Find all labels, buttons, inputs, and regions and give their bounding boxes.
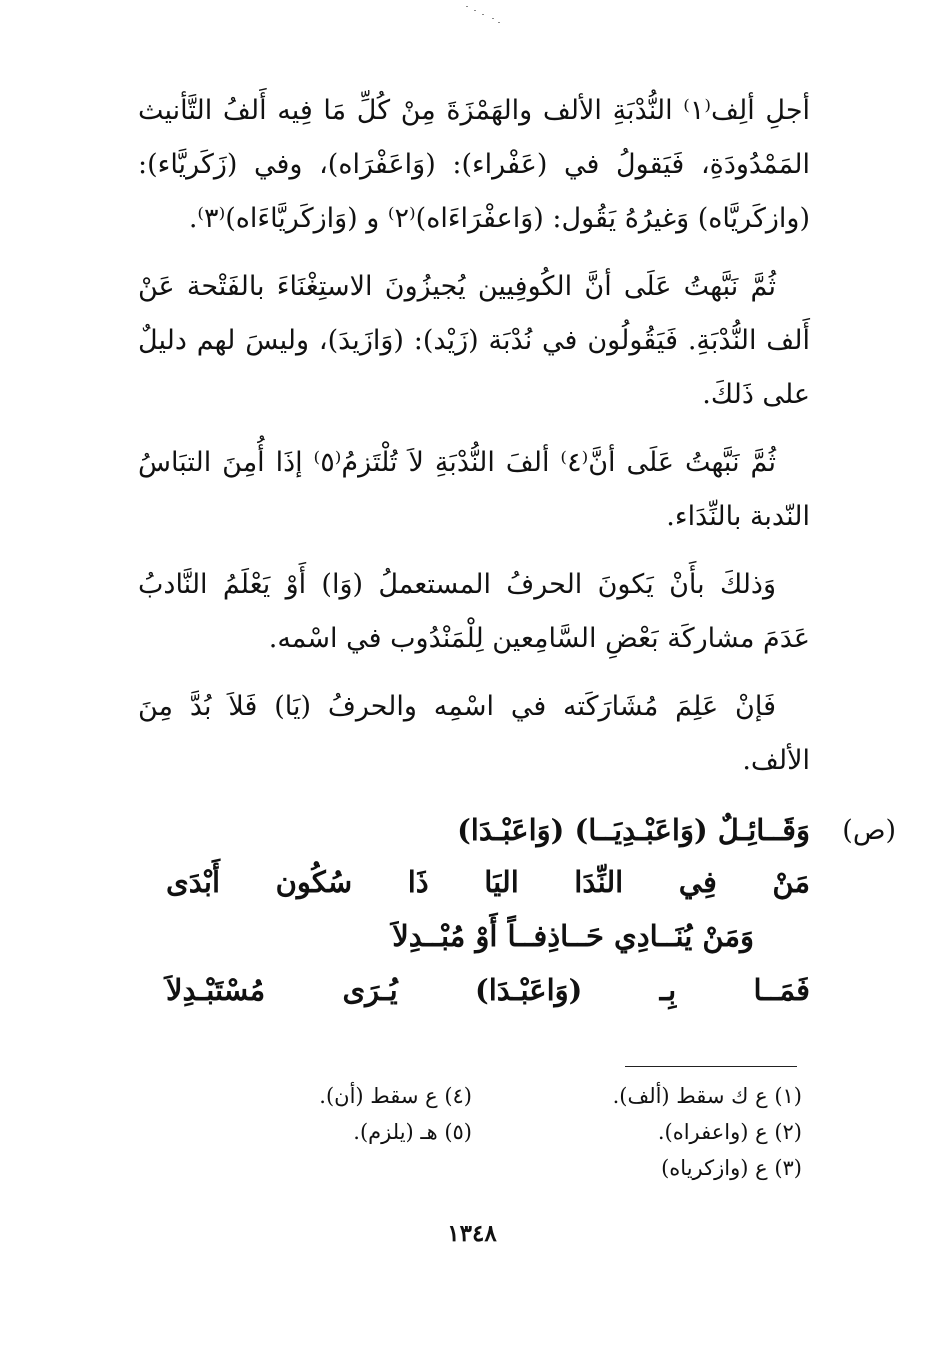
page-number: ١٣٤٨ — [447, 1220, 497, 1247]
footnote-3: (٣) ع (وازكرياه) — [661, 1156, 802, 1180]
verse-line-1: وَقَــائِـلٌ (وَاعَبْـدِيَــا) (وَاعَبْـدَا) — [457, 813, 810, 847]
paragraph-1: أجلِ ألِف⁽١⁾ النُّدْبَةِ الألف والهَمْزَةَ مِنْ كُلِّ مَا فِيه أَلفُ التَّأنيث المَمْدُودَةِ، فَيَقولُ في (عَفْراء): (وَاعَفْرَاه)، وفي (زَكَريَّاء): (وازكَريَّاه) وَغيرُهُ يَقُول: (وَاعفْرَاءَاه)⁽٢⁾ و (وَازكَريَّاءَاه)⁽٣⁾. — [138, 95, 811, 234]
paragraph-3: ثُمَّ نَبَّهتُ عَلَى أنَّ⁽٤⁾ ألفَ النُّدْبَةِ لاَ تُلْتَزمُ⁽٥⁾ إذَا أُمِنَ التبَاسُ النّدبة بالنِّدَاء. — [138, 447, 810, 532]
footnote-separator — [625, 1066, 797, 1067]
verse-line-3: وَمَنْ يُنَــادِي حَــاذِفــاً أَوْ مُبْــدِلاَ — [392, 919, 754, 953]
verse-block — [138, 802, 896, 1014]
verse-line-4: فَمَــا بِـ (وَاعَبْـدَا) يُـرَى مُسْتَبْـدِلاَ — [166, 973, 810, 1007]
scan-speck — [462, 4, 504, 26]
page-body — [138, 84, 896, 1014]
footnote-4: (٤) ع سقط (أن). — [319, 1084, 472, 1108]
footnote-1: (١) ع ك سقط (ألف). — [612, 1084, 802, 1108]
footnote-5: (٥) هـ (يلزم). — [353, 1120, 472, 1144]
verse-marker: (ص) — [842, 815, 896, 846]
footnote-2: (٢) ع (واعفراه). — [657, 1120, 802, 1144]
paragraph-2: ثُمَّ نَبَّهتُ عَلَى أنَّ الكُوفِيين يُجيزُونَ الاستِغْنَاءَ بالفَتْحة عَنْ أَلف النُّدْبَةِ. فَيَقُولُون في نُدْبَة (زَيْد): (وَازَيدَ)، وليسَ لهم دليلٌ على ذَلكَ. — [138, 271, 810, 410]
verse-line-2: مَنْ فِي النِّدَا اليَا ذَا سُكُون أَبْدَى — [166, 865, 810, 899]
paragraph-5: فَإنْ عَلِمَ مُشَارَكَته في اسْمِه والحرفُ (يَا) فَلاَ بُدَّ مِنَ الألف. — [138, 691, 810, 776]
paragraph-4: وَذلكَ بأَنْ يَكونَ الحرفُ المستعملُ (وَا) أَوْ يَعْلَمُ النَّادبُ عَدَمَ مشاركَة بَعْضِ السَّامِعين لِلْمَنْدُوب في اسْمه. — [138, 569, 810, 654]
